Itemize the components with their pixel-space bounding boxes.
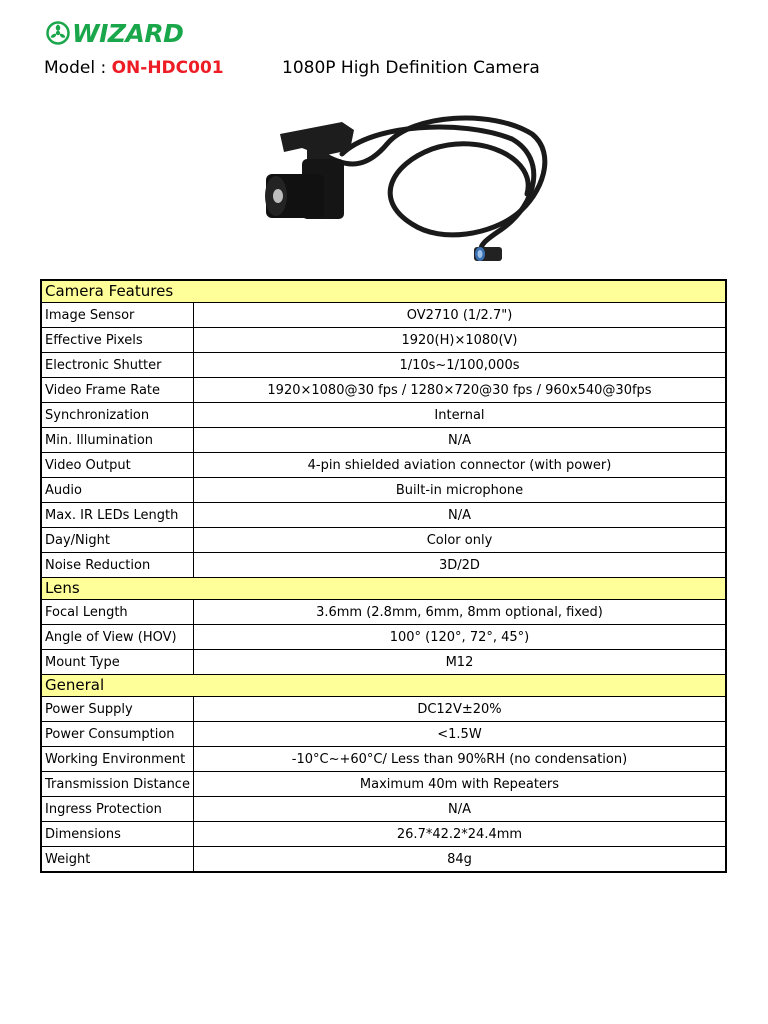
spec-label: Focal Length: [41, 600, 193, 625]
spec-row: [41, 722, 726, 747]
spec-row: [41, 303, 726, 328]
spec-row: [41, 625, 726, 650]
model-label: Model :: [44, 58, 112, 78]
spec-row: [41, 650, 726, 675]
spec-value: OV2710 (1/2.7"): [193, 303, 726, 328]
spec-row: [41, 772, 726, 797]
spec-value: Internal: [193, 403, 726, 428]
biohazard-icon: [46, 21, 70, 45]
spec-label: Day/Night: [41, 528, 193, 553]
spec-label: Min. Illumination: [41, 428, 193, 453]
spec-label: Effective Pixels: [41, 328, 193, 353]
spec-row: [41, 453, 726, 478]
section-header: [41, 578, 726, 600]
spec-label: Weight: [41, 847, 193, 873]
product-title: 1080P High Definition Camera: [282, 58, 540, 78]
brand-logo: [46, 18, 183, 48]
spec-value: N/A: [193, 797, 726, 822]
spec-row: [41, 822, 726, 847]
spec-label: Transmission Distance: [41, 772, 193, 797]
spec-value: 1/10s~1/100,000s: [193, 353, 726, 378]
spec-label: Angle of View (HOV): [41, 625, 193, 650]
spec-value: Built-in microphone: [193, 478, 726, 503]
spec-row: [41, 528, 726, 553]
spec-row: [41, 553, 726, 578]
spec-row: [41, 428, 726, 453]
spec-label: Noise Reduction: [41, 553, 193, 578]
spec-value: 1920×1080@30 fps / 1280×720@30 fps / 960x540@30fps: [193, 378, 726, 403]
spec-table: [40, 279, 727, 873]
spec-label: Dimensions: [41, 822, 193, 847]
spec-value: 100° (120°, 72°, 45°): [193, 625, 726, 650]
section-header: [41, 280, 726, 303]
spec-value: 3D/2D: [193, 553, 726, 578]
spec-label: Video Frame Rate: [41, 378, 193, 403]
spec-label: Mount Type: [41, 650, 193, 675]
spec-value: 1920(H)×1080(V): [193, 328, 726, 353]
spec-label: Audio: [41, 478, 193, 503]
spec-value: 84g: [193, 847, 726, 873]
spec-row: [41, 378, 726, 403]
spec-value: Color only: [193, 528, 726, 553]
model-code: ON-HDC001: [111, 58, 224, 78]
camera-product-photo: [262, 104, 552, 274]
spec-row: [41, 403, 726, 428]
spec-row: [41, 747, 726, 772]
spec-label: Power Consumption: [41, 722, 193, 747]
spec-value: Maximum 40m with Repeaters: [193, 772, 726, 797]
spec-value: M12: [193, 650, 726, 675]
spec-label: Image Sensor: [41, 303, 193, 328]
spec-row: [41, 478, 726, 503]
spec-label: Synchronization: [41, 403, 193, 428]
spec-value: 4-pin shielded aviation connector (with power): [193, 453, 726, 478]
spec-label: Working Environment: [41, 747, 193, 772]
spec-row: [41, 847, 726, 873]
section-title: Lens: [41, 578, 726, 600]
model-line: [44, 58, 224, 78]
spec-value: -10°C~+60°C/ Less than 90%RH (no condensation): [193, 747, 726, 772]
spec-label: Electronic Shutter: [41, 353, 193, 378]
spec-value: N/A: [193, 428, 726, 453]
spec-row: [41, 328, 726, 353]
section-title: Camera Features: [41, 280, 726, 303]
spec-value: N/A: [193, 503, 726, 528]
brand-name: WIZARD: [72, 18, 184, 48]
spec-row: [41, 600, 726, 625]
spec-label: Ingress Protection: [41, 797, 193, 822]
section-title: General: [41, 675, 726, 697]
spec-value: 26.7*42.2*24.4mm: [193, 822, 726, 847]
spec-value: 3.6mm (2.8mm, 6mm, 8mm optional, fixed): [193, 600, 726, 625]
spec-row: [41, 353, 726, 378]
spec-row: [41, 503, 726, 528]
spec-value: DC12V±20%: [193, 697, 726, 722]
spec-value: <1.5W: [193, 722, 726, 747]
spec-row: [41, 797, 726, 822]
spec-label: Video Output: [41, 453, 193, 478]
spec-row: [41, 697, 726, 722]
spec-label: Max. IR LEDs Length: [41, 503, 193, 528]
section-header: [41, 675, 726, 697]
spec-label: Power Supply: [41, 697, 193, 722]
